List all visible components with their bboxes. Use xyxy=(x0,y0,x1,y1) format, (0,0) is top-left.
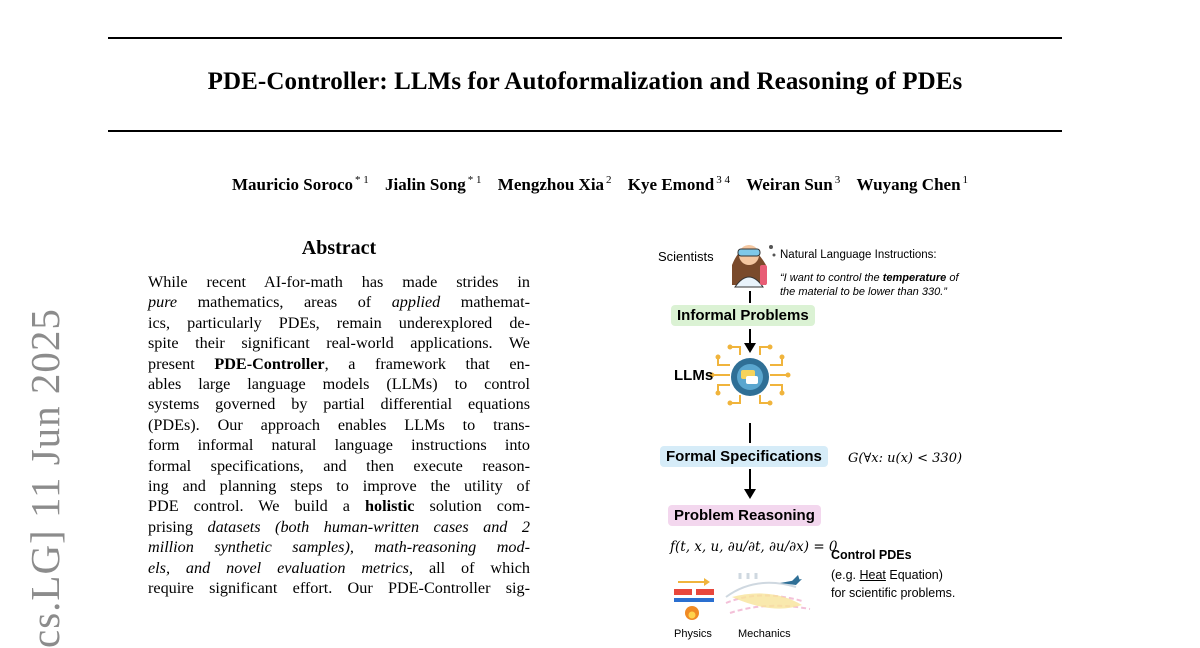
abstract-line: million synthetic samples), math-reasoning mod- xyxy=(148,538,530,557)
pde-expression: f(t, x, u, ∂u/∂t, ∂u/∂x) = 0 xyxy=(670,539,838,555)
abstract-line: (PDEs). Our approach enables LLMs to trans- xyxy=(148,415,530,434)
author-6: Wuyang Chen $^1$ xyxy=(856,174,969,194)
abstract-line: ing and planning steps to improve the utility of xyxy=(148,477,530,496)
abstract-line: formal specifications, and then execute reason- xyxy=(148,456,530,475)
nl-instructions-title: Natural Language Instructions: xyxy=(780,249,937,261)
abstract-line: pure mathematics, areas of applied mathemat- xyxy=(148,293,530,312)
control-pdes-purpose: for scientific problems. xyxy=(831,586,956,600)
abstract-line: spite their significant real-world applications. We xyxy=(148,334,530,353)
abstract-line: systems governed by partial differential equations xyxy=(148,395,530,414)
title-rule-bottom xyxy=(108,130,1062,132)
physics-icon xyxy=(674,578,714,620)
formal-specifications-badge: Formal Specifications xyxy=(660,446,828,467)
abstract-line: ables large language models (LLMs) to control xyxy=(148,375,530,394)
author-4: Kye Emond $^{3 4}$ xyxy=(627,174,730,194)
arrow-2-head xyxy=(744,489,756,499)
author-list xyxy=(0,174,1200,195)
author-1: Mauricio Soroco $^{* 1}$ xyxy=(231,174,369,194)
control-pdes-example: (e.g. Heat Equation) xyxy=(831,568,943,582)
scientists-label: Scientists xyxy=(658,249,714,264)
physics-caption: Physics xyxy=(674,628,712,640)
author-3: Mengzhou Xia $^2$ xyxy=(497,174,612,194)
nl-instructions-quote: “I want to control the temperature of the material to be lower than 330.” xyxy=(780,272,959,298)
abstract-line: While recent AI-for-math has made strides in xyxy=(148,273,530,291)
title-rule-top xyxy=(108,37,1062,39)
abstract-line: els, and novel evaluation metrics, all of which xyxy=(148,558,530,577)
abstract-heading: Abstract xyxy=(301,237,377,259)
arxiv-sidebar-stamp: cs.LG] 11 Jun 2025 xyxy=(22,308,68,648)
informal-problems-badge: Informal Problems xyxy=(671,305,815,326)
abstract-line: present PDE-Controller, a framework that en- xyxy=(148,354,531,373)
llm-chip-icon xyxy=(710,345,791,406)
arrow-1-head xyxy=(744,343,756,353)
scientist-icon xyxy=(732,245,776,287)
author-2: Jialin Song $^{* 1}$ xyxy=(385,174,482,194)
mechanics-icon xyxy=(726,573,810,613)
formal-specification-expression: G(∀x: u(x) < 330) xyxy=(848,451,963,466)
problem-reasoning-badge: Problem Reasoning xyxy=(668,505,821,526)
pipeline-figure xyxy=(640,225,1040,645)
abstract-line: ics, particularly PDEs, remain underexplored de- xyxy=(148,313,530,332)
abstract-line: require significant effort. Our PDE-Controller sig- xyxy=(148,579,530,598)
author-5: Weiran Sun $^3$ xyxy=(746,174,841,194)
control-pdes-title: Control PDEs xyxy=(831,548,912,562)
paper-title: PDE-Controller: LLMs for Autoformalization and Reasoning of PDEs xyxy=(207,68,963,95)
abstract-line: PDE control. We build a holistic solution com- xyxy=(148,497,530,516)
llms-label: LLMs xyxy=(674,367,714,384)
abstract-line: prising datasets (both human-written cases and 2 xyxy=(148,517,530,536)
mechanics-caption: Mechanics xyxy=(738,628,791,640)
abstract-body xyxy=(148,272,530,599)
abstract-line: form informal natural language instructions into xyxy=(148,436,530,455)
